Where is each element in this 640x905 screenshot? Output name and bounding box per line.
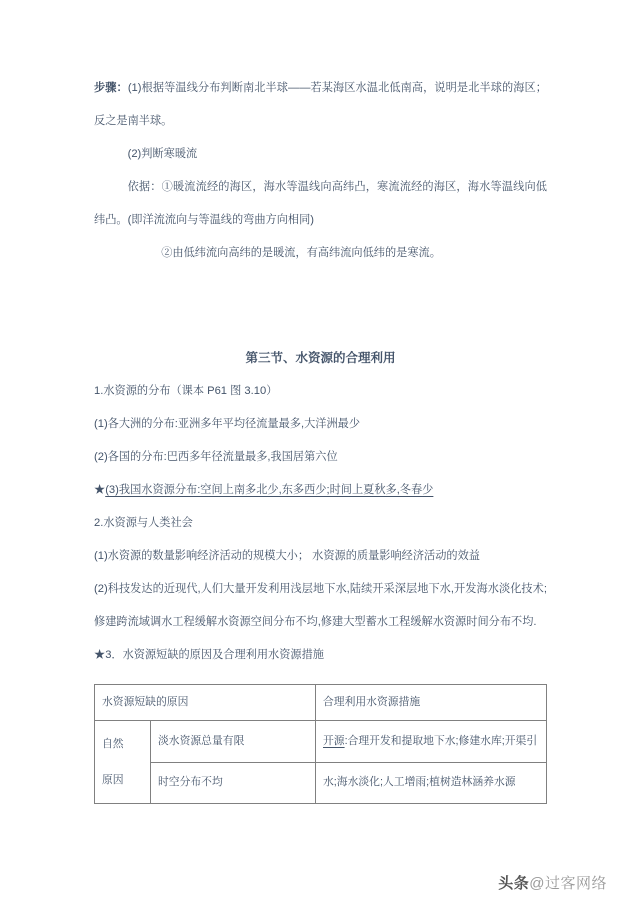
sec2-item-modern-tech: (2)科技发达的近现代,人们大量开发利用浅层地下水,陆续开采深层地下水,开发海水淡化技术;修建跨流域调水工程缓解水资源空间分布不均,修建大型蓄水工程缓解水资源时间分布不均. (94, 583, 547, 628)
sec1-title: 1.水资源的分布（课本 P61 图 3.10） (94, 385, 278, 397)
table-header-measures: 合理利用水资源措施 (316, 685, 547, 721)
sec3-title: ★3．水资源短缺的原因及合理利用水资源措施 (94, 649, 324, 661)
watermark-handle: @过客网络 (529, 875, 607, 892)
watermark (498, 872, 607, 893)
china-distribution-underlined: (3)我国水资源分布:空间上南多北少,东多西少;时间上夏秋多,冬春少 (105, 484, 434, 496)
sec1-item-china-distribution (94, 474, 547, 507)
row-group-natural-causes (95, 721, 151, 804)
table-row (95, 721, 547, 763)
paragraph-basis-2: ②由低纬流向高纬的是暖流，有高纬流向低纬的是寒流。 (161, 247, 441, 259)
table-row (95, 762, 547, 804)
natural-label: 自然 (102, 738, 124, 750)
sec1-item-continents: (1)各大洲的分布:亚洲多年平均径流量最多,大洋洲最少 (94, 418, 361, 430)
paragraph-basis: 依据：①暖流流经的海区，海水等温线向高纬凸，寒流流经的海区，海水等温线向低纬凸。(即洋流流向与等温线的弯曲方向相同) (94, 181, 547, 226)
measure-open-source (316, 721, 547, 763)
paragraph-steps (94, 72, 547, 138)
water-shortage-table (94, 684, 547, 804)
toutiao-brand-text: 头条 (498, 875, 530, 892)
document-content (94, 72, 547, 804)
sec2-title: 2.水资源与人类社会 (94, 517, 193, 529)
measure-row2: 水;海水淡化;人工增雨;植树造林涵养水源 (316, 762, 547, 804)
sec2-item-quantity-quality: (1)水资源的数量影响经济活动的规模大小； 水资源的质量影响经济活动的效益 (94, 550, 480, 562)
table-header-row (95, 685, 547, 721)
cause-label: 原因 (102, 774, 124, 786)
paragraph-judge-currents: (2)判断寒暖流 (127, 148, 198, 160)
steps-label: 步骤： (94, 82, 128, 94)
open-source-rest: :合理开发和提取地下水;修建水库;开渠引 (344, 734, 538, 747)
cause-uneven-distribution: 时空分布不均 (151, 762, 316, 804)
cause-limited-freshwater: 淡水资源总量有限 (151, 721, 316, 763)
open-source-underlined: 开源 (323, 734, 345, 747)
steps-body: (1)根据等温线分布判断南北半球——若某海区水温北低南高，说明是北半球的海区；反之是南半球。 (94, 82, 547, 127)
table-header-causes: 水资源短缺的原因 (95, 685, 316, 721)
star-marker: ★ (94, 484, 106, 496)
sec1-item-countries: (2)各国的分布:巴西多年径流量最多,我国居第六位 (94, 451, 338, 463)
section-heading: 第三节、水资源的合理利用 (245, 351, 396, 365)
